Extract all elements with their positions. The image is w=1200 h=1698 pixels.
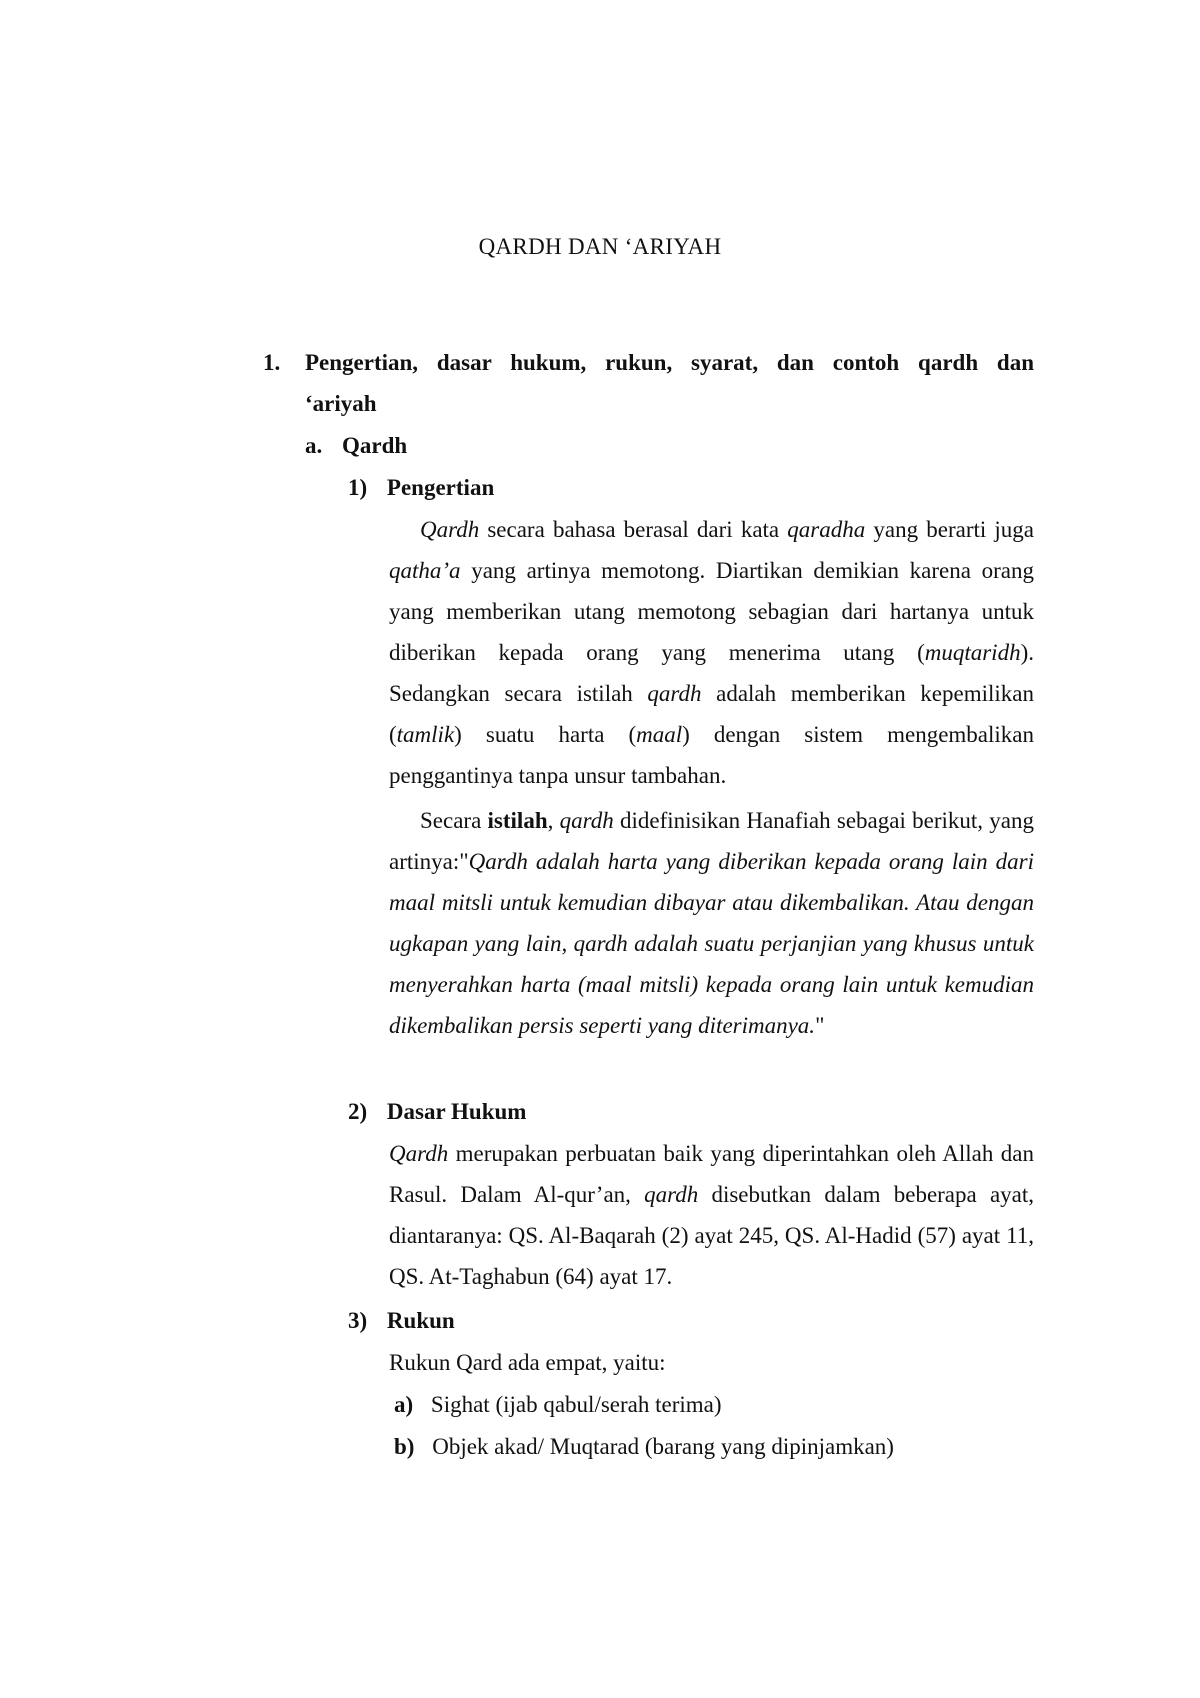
item-2-paragraph	[389, 1133, 1034, 1297]
paragraph-run: qardh	[559, 808, 614, 833]
document-title: QARDH DAN ‘ARIYAH	[478, 234, 722, 259]
paragraph-run: qaradha	[787, 517, 866, 542]
paragraph-run: qardh	[647, 681, 702, 706]
item-1-paragraph-1	[389, 509, 1034, 796]
subsection-a	[305, 425, 407, 466]
paragraph-run: Qardh adalah harta yang diberikan kepada orang lain dari maal mitsli untuk kemudian dibayar atau dikembalikan. Atau dengan ugkapan yang lain, qardh adalah suatu perjanjian yang khusus untuk menyerahkan harta (maal mitsli) kepada orang lain untuk kemudian dikembalikan persis seperti yang diterimanya.	[389, 849, 1034, 1038]
item-3-list-item-b	[394, 1426, 894, 1467]
paragraph-run: Qardh	[389, 1141, 449, 1166]
item-1-heading	[348, 467, 494, 508]
paragraph-run: qardh	[644, 1182, 699, 1207]
item-1-paragraph-2	[389, 800, 1034, 1046]
paragraph-run: merupakan perbuatan baik yang diperintahkan oleh Allah dan Rasul. Dalam Al-qur’an,	[389, 1141, 1034, 1207]
item-3-intro: Rukun Qard ada empat, yaitu:	[389, 1350, 666, 1375]
paragraph-run: didefinisikan Hanafiah sebagai berikut, yang artinya:"	[389, 808, 1034, 874]
item-3-list-item-a	[394, 1384, 722, 1425]
item-2-title: Dasar Hukum	[386, 1099, 527, 1124]
paragraph-run: ). Sedangkan secara istilah	[389, 640, 1034, 706]
section-1-heading-line1: Pengertian, dasar hukum, rukun, syarat, dan contoh qardh dan	[305, 350, 1034, 375]
paragraph-run: secara bahasa berasal dari kata	[479, 517, 788, 542]
paragraph-run: ) suatu harta (	[454, 722, 637, 747]
list-item-text: Sighat (ijab qabul/serah terima)	[430, 1392, 722, 1417]
paragraph-run: maal	[636, 722, 683, 747]
list-item-text: Objek akad/ Muqtarad (barang yang dipinjamkan)	[432, 1434, 894, 1459]
paragraph-run: adalah memberikan kepemilikan (	[389, 681, 1034, 747]
section-1-number: 1.	[263, 350, 281, 375]
paragraph-run: muqtaridh	[924, 640, 1021, 665]
paragraph-run: yang berarti juga	[865, 517, 1034, 542]
list-item-letter: a)	[394, 1392, 414, 1417]
paragraph-run: "	[815, 1013, 825, 1038]
paragraph-run: ) dengan sistem mengembalikan penggantinya tanpa unsur tambahan.	[389, 722, 1034, 788]
paragraph-run: qatha’a	[389, 558, 461, 583]
item-3-title: Rukun	[386, 1308, 455, 1333]
item-2-heading	[348, 1091, 526, 1132]
item-3-number: 3)	[348, 1308, 368, 1333]
paragraph-run: Qardh	[420, 517, 480, 542]
paragraph-run: disebutkan dalam beberapa ayat, diantaranya: QS. Al-Baqarah (2) ayat 245, QS. Al-Hadid (57) ayat 11, QS. At-Taghabun (64) ayat 17.	[389, 1182, 1034, 1289]
item-1-paragraph-1-text	[389, 509, 1034, 796]
item-1-number: 1)	[348, 475, 368, 500]
section-1-heading-line2: ‘ariyah	[305, 391, 377, 416]
item-2-number: 2)	[348, 1099, 368, 1124]
item-2-paragraph-text	[389, 1133, 1034, 1297]
paragraph-run: ,	[547, 808, 560, 833]
list-item-letter: b)	[394, 1434, 415, 1459]
subsection-a-label: Qardh	[342, 433, 408, 458]
paragraph-run: Secara	[420, 808, 488, 833]
paragraph-run: istilah	[487, 808, 548, 833]
item-1-title: Pengertian	[386, 475, 495, 500]
paragraph-run: tamlik	[396, 722, 455, 747]
paragraph-run: yang artinya memotong. Diartikan demikian karena orang yang memberikan utang memotong sebagian dari hartanya untuk diberikan kepada orang yang menerima utang (	[389, 558, 1034, 665]
subsection-a-letter: a.	[305, 433, 323, 458]
item-1-paragraph-2-text	[389, 800, 1034, 1046]
item-3-heading	[348, 1300, 455, 1341]
